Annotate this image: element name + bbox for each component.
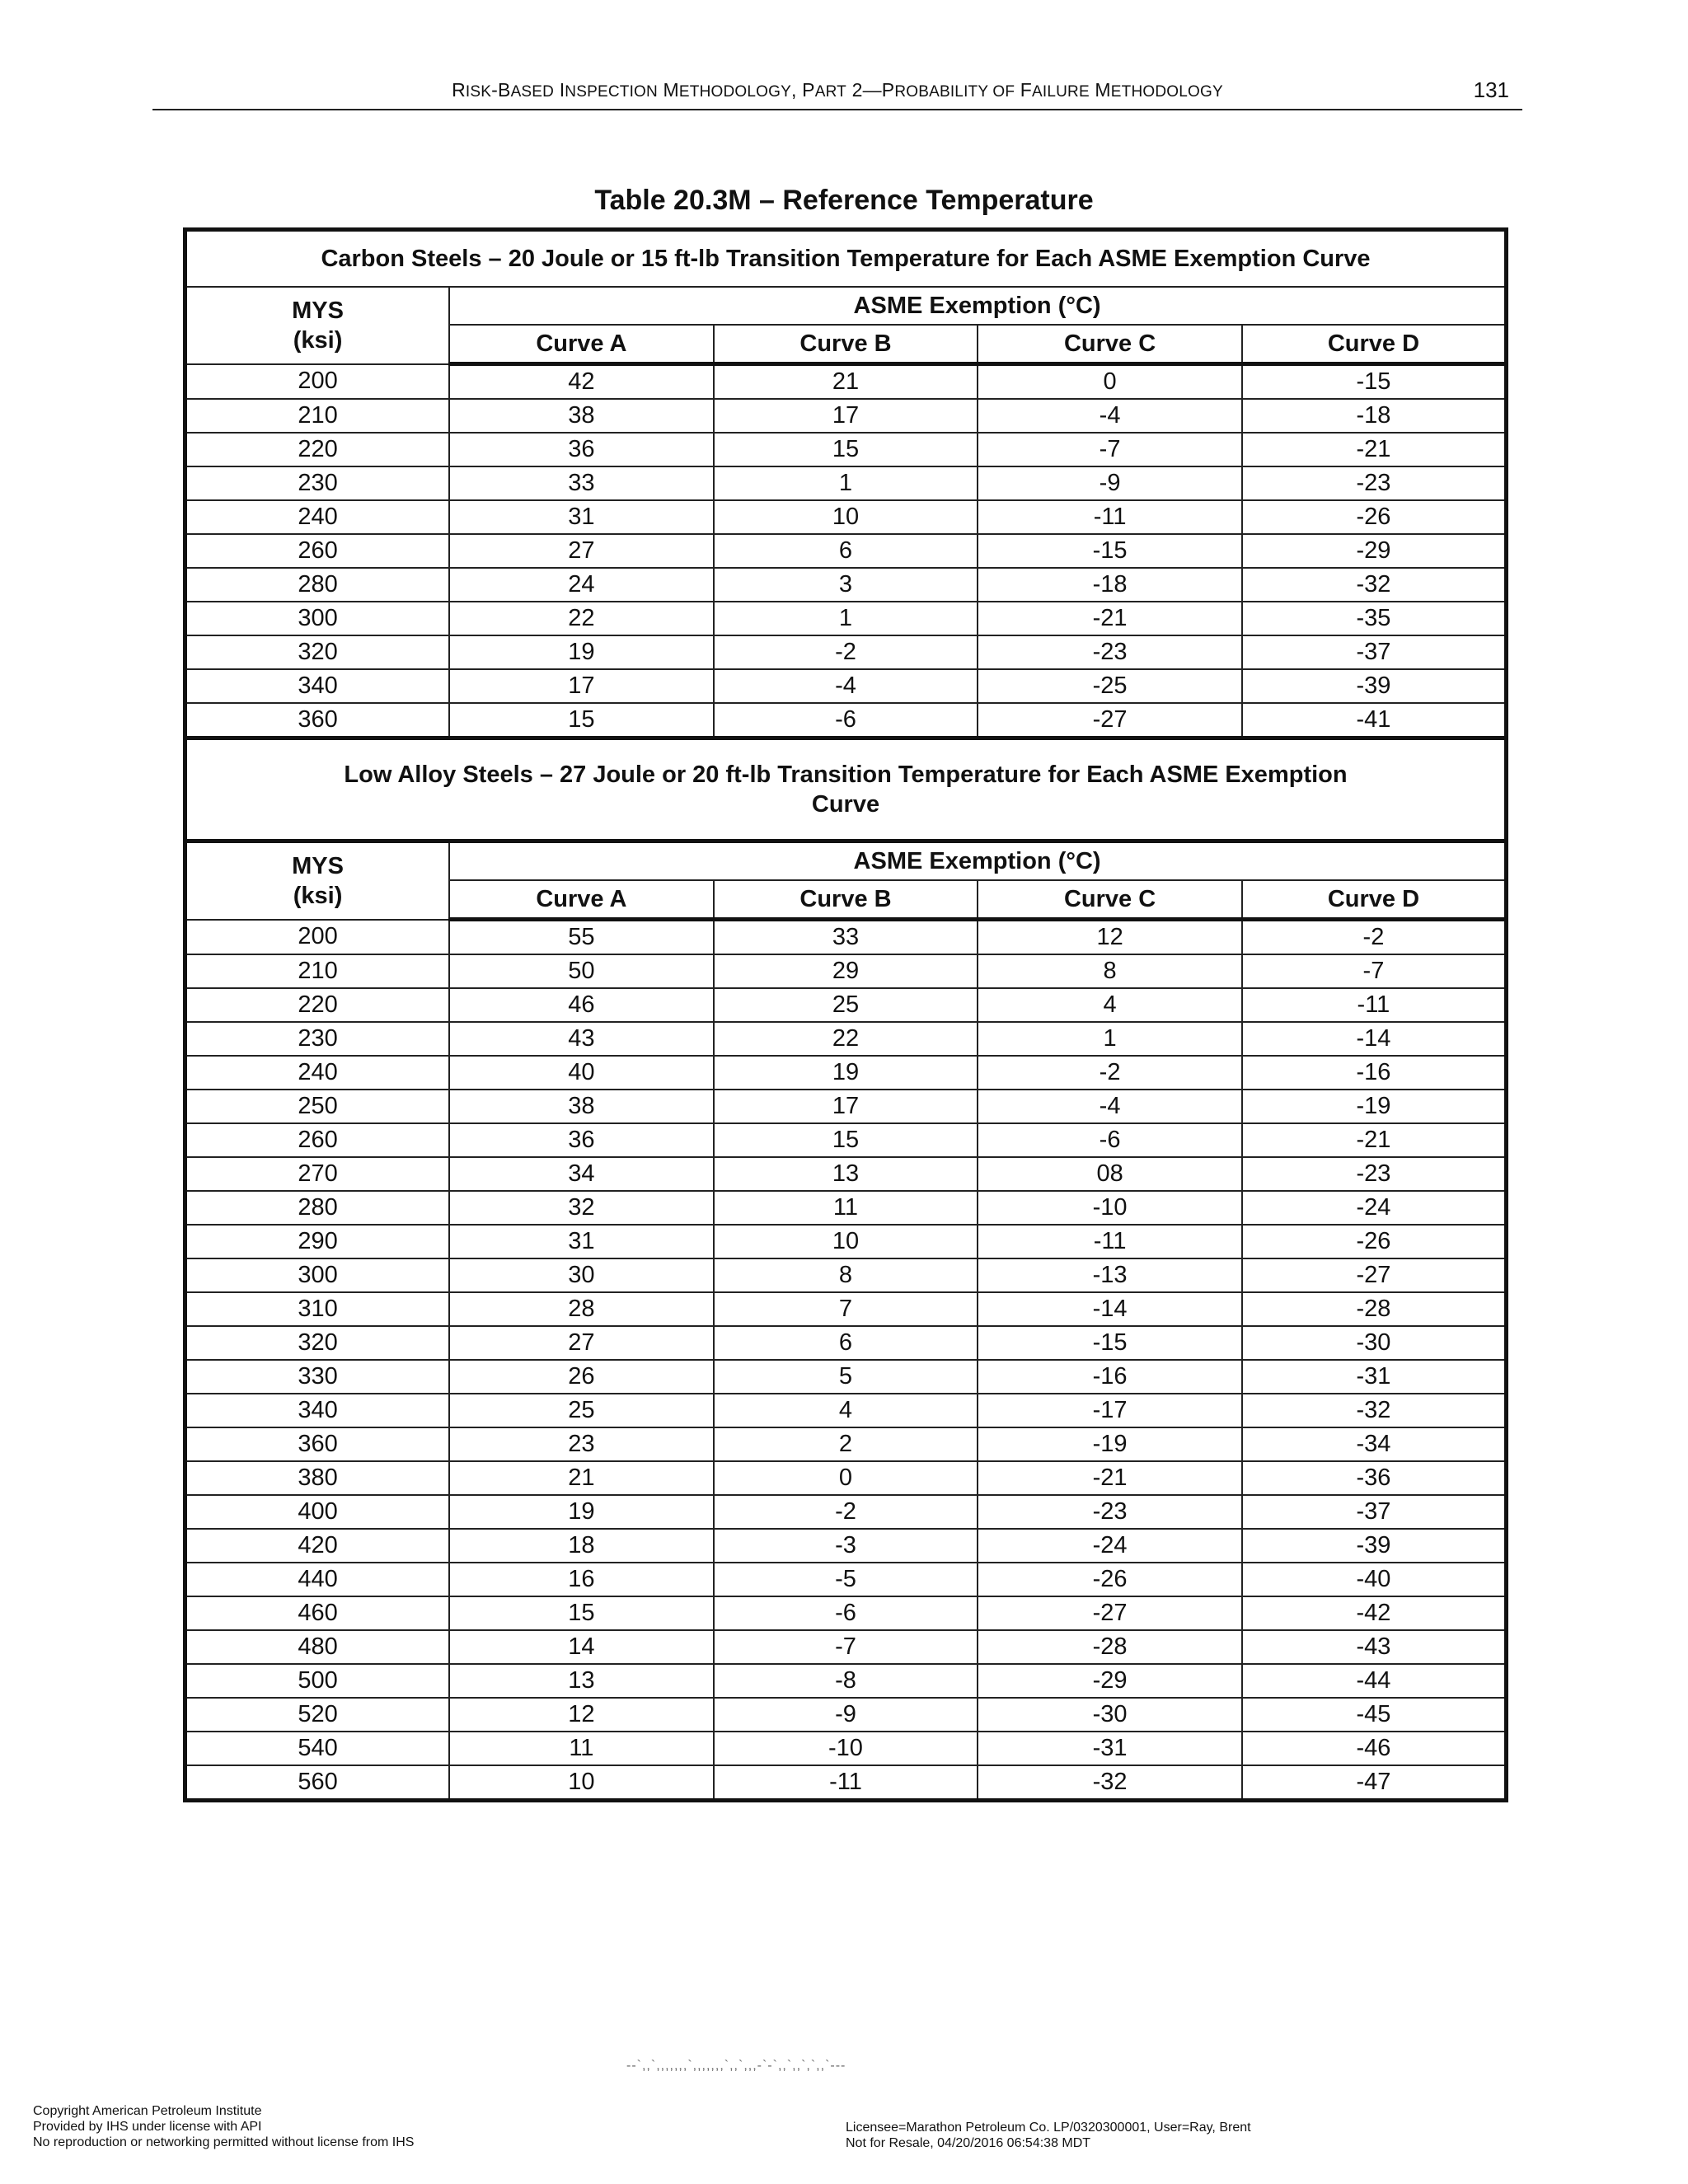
curve-b-cell: 8 — [714, 1258, 978, 1292]
table-row — [185, 568, 1507, 602]
curve-d-cell: -40 — [1242, 1563, 1507, 1596]
curve-a-cell: 14 — [449, 1630, 714, 1664]
curve-c-cell: -30 — [978, 1698, 1242, 1732]
curve-d-cell: -37 — [1242, 1495, 1507, 1529]
curve-a-cell: 13 — [449, 1664, 714, 1698]
curve-c-cell: -15 — [978, 1326, 1242, 1360]
mys-cell: 340 — [185, 1394, 450, 1427]
curve-a-cell: 21 — [449, 1461, 714, 1495]
mys-cell: 560 — [185, 1765, 450, 1801]
curve-d-cell: -41 — [1242, 703, 1507, 738]
curve-b-cell: -7 — [714, 1630, 978, 1664]
curve-d-header: Curve D — [1242, 880, 1507, 920]
curve-b-cell: -11 — [714, 1765, 978, 1801]
table-row — [185, 1191, 1507, 1225]
table-row — [185, 703, 1507, 738]
curve-b-cell: -2 — [714, 1495, 978, 1529]
curve-d-header: Curve D — [1242, 325, 1507, 364]
table-row — [185, 954, 1507, 988]
mys-cell: 460 — [185, 1596, 450, 1630]
curve-c-cell: -31 — [978, 1732, 1242, 1765]
curve-c-cell: -14 — [978, 1292, 1242, 1326]
table-row — [185, 1022, 1507, 1056]
curve-a-cell: 22 — [449, 602, 714, 635]
asme-exemption-header: ASME Exemption (°C) — [449, 841, 1506, 881]
curve-b-cell: -4 — [714, 669, 978, 703]
curve-c-header: Curve C — [978, 880, 1242, 920]
curve-b-header: Curve B — [714, 880, 978, 920]
mys-cell: 210 — [185, 954, 450, 988]
mys-cell: 280 — [185, 568, 450, 602]
curve-a-header: Curve A — [449, 880, 714, 920]
curve-a-cell: 33 — [449, 466, 714, 500]
mys-cell: 280 — [185, 1191, 450, 1225]
curve-d-cell: -39 — [1242, 669, 1507, 703]
table-row — [185, 500, 1507, 534]
curve-d-cell: -27 — [1242, 1258, 1507, 1292]
mys-cell: 420 — [185, 1529, 450, 1563]
curve-c-cell: -17 — [978, 1394, 1242, 1427]
table-row — [185, 1394, 1507, 1427]
curve-a-cell: 27 — [449, 1326, 714, 1360]
curve-d-cell: -16 — [1242, 1056, 1507, 1090]
table-row — [185, 1090, 1507, 1123]
curve-b-cell: 13 — [714, 1157, 978, 1191]
curve-a-cell: 26 — [449, 1360, 714, 1394]
mys-cell: 260 — [185, 534, 450, 568]
curve-a-cell: 50 — [449, 954, 714, 988]
curve-c-cell: -27 — [978, 703, 1242, 738]
table-row — [185, 466, 1507, 500]
curve-c-cell: -4 — [978, 1090, 1242, 1123]
running-title: RISK-BASED INSPECTION METHODOLOGY, PART 2—PROBABILITY OF FAILURE METHODOLOGY — [452, 79, 1223, 101]
curve-d-cell: -21 — [1242, 1123, 1507, 1157]
mys-cell: 380 — [185, 1461, 450, 1495]
curve-a-cell: 32 — [449, 1191, 714, 1225]
curve-b-cell: -2 — [714, 635, 978, 669]
curve-b-cell: 15 — [714, 433, 978, 466]
curve-a-cell: 10 — [449, 1765, 714, 1801]
table-row — [185, 1732, 1507, 1765]
curve-d-cell: -46 — [1242, 1732, 1507, 1765]
curve-c-cell: -28 — [978, 1630, 1242, 1664]
table-row — [185, 1157, 1507, 1191]
curve-b-cell: 11 — [714, 1191, 978, 1225]
table-row — [185, 1123, 1507, 1157]
mys-cell: 220 — [185, 988, 450, 1022]
curve-d-cell: -32 — [1242, 568, 1507, 602]
curve-c-header: Curve C — [978, 325, 1242, 364]
table-row — [185, 534, 1507, 568]
mys-cell: 480 — [185, 1630, 450, 1664]
table-row — [185, 1563, 1507, 1596]
curve-a-cell: 25 — [449, 1394, 714, 1427]
curve-c-cell: 12 — [978, 920, 1242, 955]
curve-c-cell: -10 — [978, 1191, 1242, 1225]
mys-cell: 220 — [185, 433, 450, 466]
curve-a-cell: 31 — [449, 1225, 714, 1258]
curve-d-cell: -26 — [1242, 1225, 1507, 1258]
mys-cell: 300 — [185, 1258, 450, 1292]
footer-line: Not for Resale, 04/20/2016 06:54:38 MDT — [846, 2136, 1091, 2150]
curve-a-cell: 55 — [449, 920, 714, 955]
table-row — [185, 1664, 1507, 1698]
footer-line: Copyright American Petroleum Institute — [33, 2104, 262, 2118]
mys-ksi-header: MYS (ksi) — [185, 287, 450, 364]
curve-a-cell: 15 — [449, 703, 714, 738]
curve-c-cell: -7 — [978, 433, 1242, 466]
curve-c-cell: -24 — [978, 1529, 1242, 1563]
curve-c-cell: 8 — [978, 954, 1242, 988]
curve-b-header: Curve B — [714, 325, 978, 364]
curve-b-cell: 0 — [714, 1461, 978, 1495]
curve-d-cell: -21 — [1242, 433, 1507, 466]
table-row — [185, 920, 1507, 955]
curve-b-cell: 17 — [714, 1090, 978, 1123]
carbon-steels-section — [185, 230, 1507, 738]
mys-cell: 500 — [185, 1664, 450, 1698]
curve-a-cell: 12 — [449, 1698, 714, 1732]
curve-b-cell: 29 — [714, 954, 978, 988]
curve-b-cell: 15 — [714, 1123, 978, 1157]
mys-cell: 360 — [185, 703, 450, 738]
table-row — [185, 1596, 1507, 1630]
curve-b-cell: -5 — [714, 1563, 978, 1596]
curve-d-cell: -23 — [1242, 1157, 1507, 1191]
curve-a-cell: 46 — [449, 988, 714, 1022]
footer-copyright — [33, 2103, 414, 2150]
mys-cell: 400 — [185, 1495, 450, 1529]
table-row — [185, 988, 1507, 1022]
curve-d-cell: -43 — [1242, 1630, 1507, 1664]
curve-d-cell: -7 — [1242, 954, 1507, 988]
curve-c-cell: -26 — [978, 1563, 1242, 1596]
mys-cell: 240 — [185, 1056, 450, 1090]
table-row — [185, 1427, 1507, 1461]
curve-a-cell: 38 — [449, 1090, 714, 1123]
curve-a-cell: 36 — [449, 1123, 714, 1157]
curve-a-cell: 27 — [449, 534, 714, 568]
page-number: 131 — [1473, 77, 1509, 102]
table-row — [185, 1765, 1507, 1801]
curve-d-cell: -32 — [1242, 1394, 1507, 1427]
curve-b-cell: 19 — [714, 1056, 978, 1090]
curve-c-cell: -6 — [978, 1123, 1242, 1157]
curve-a-cell: 34 — [449, 1157, 714, 1191]
curve-d-cell: -29 — [1242, 534, 1507, 568]
footer-line: Licensee=Marathon Petroleum Co. LP/0320300001, User=Ray, Brent — [846, 2121, 1251, 2135]
curve-b-cell: 21 — [714, 364, 978, 400]
curve-b-cell: 1 — [714, 602, 978, 635]
curve-b-cell: -6 — [714, 1596, 978, 1630]
mys-cell: 230 — [185, 1022, 450, 1056]
mys-cell: 310 — [185, 1292, 450, 1326]
curve-a-cell: 36 — [449, 433, 714, 466]
curve-d-cell: -37 — [1242, 635, 1507, 669]
curve-a-cell: 18 — [449, 1529, 714, 1563]
table-row — [185, 399, 1507, 433]
mys-cell: 300 — [185, 602, 450, 635]
curve-b-cell: 2 — [714, 1427, 978, 1461]
curve-c-cell: -23 — [978, 635, 1242, 669]
table-row — [185, 1326, 1507, 1360]
curve-a-cell: 11 — [449, 1732, 714, 1765]
curve-d-cell: -31 — [1242, 1360, 1507, 1394]
mys-cell: 250 — [185, 1090, 450, 1123]
curve-b-cell: -9 — [714, 1698, 978, 1732]
mys-cell: 270 — [185, 1157, 450, 1191]
curve-d-cell: -26 — [1242, 500, 1507, 534]
curve-b-cell: -8 — [714, 1664, 978, 1698]
mys-cell: 360 — [185, 1427, 450, 1461]
curve-d-cell: -11 — [1242, 988, 1507, 1022]
curve-d-cell: -24 — [1242, 1191, 1507, 1225]
curve-a-cell: 42 — [449, 364, 714, 400]
table-title: Table 20.3M – Reference Temperature — [594, 185, 1094, 216]
table-row — [185, 1495, 1507, 1529]
curve-d-cell: -45 — [1242, 1698, 1507, 1732]
curve-a-cell: 17 — [449, 669, 714, 703]
curve-d-cell: -34 — [1242, 1427, 1507, 1461]
curve-a-cell: 38 — [449, 399, 714, 433]
curve-d-cell: -19 — [1242, 1090, 1507, 1123]
curve-b-cell: 25 — [714, 988, 978, 1022]
curve-b-cell: 1 — [714, 466, 978, 500]
mys-ksi-header: MYS (ksi) — [185, 841, 450, 920]
curve-c-cell: -15 — [978, 534, 1242, 568]
curve-b-cell: -3 — [714, 1529, 978, 1563]
curve-d-cell: -2 — [1242, 920, 1507, 955]
curve-b-cell: 22 — [714, 1022, 978, 1056]
mys-cell: 260 — [185, 1123, 450, 1157]
curve-c-cell: -32 — [978, 1765, 1242, 1801]
curve-a-cell: 15 — [449, 1596, 714, 1630]
mys-cell: 340 — [185, 669, 450, 703]
reference-temperature-table — [183, 227, 1508, 1802]
curve-a-cell: 40 — [449, 1056, 714, 1090]
mys-cell: 210 — [185, 399, 450, 433]
table-row — [185, 1292, 1507, 1326]
mys-cell: 520 — [185, 1698, 450, 1732]
curve-a-cell: 19 — [449, 635, 714, 669]
mys-cell: 320 — [185, 635, 450, 669]
section-heading-carbon-steels: Carbon Steels – 20 Joule or 15 ft-lb Transition Temperature for Each ASME Exemption Curve — [185, 230, 1507, 288]
curve-d-cell: -23 — [1242, 466, 1507, 500]
low-alloy-steels-section — [185, 738, 1507, 1801]
curve-a-cell: 31 — [449, 500, 714, 534]
mys-cell: 330 — [185, 1360, 450, 1394]
mys-cell: 290 — [185, 1225, 450, 1258]
curve-a-cell: 24 — [449, 568, 714, 602]
curve-c-cell: -21 — [978, 602, 1242, 635]
curve-b-cell: 10 — [714, 500, 978, 534]
curve-a-cell: 19 — [449, 1495, 714, 1529]
table-row — [185, 1630, 1507, 1664]
curve-b-cell: 10 — [714, 1225, 978, 1258]
curve-b-cell: 33 — [714, 920, 978, 955]
footer-license — [846, 2120, 1251, 2151]
curve-c-cell: -2 — [978, 1056, 1242, 1090]
table-row — [185, 1461, 1507, 1495]
curve-b-cell: 6 — [714, 1326, 978, 1360]
curve-a-cell: 30 — [449, 1258, 714, 1292]
curve-d-cell: -14 — [1242, 1022, 1507, 1056]
curve-b-cell: 17 — [714, 399, 978, 433]
curve-b-cell: 6 — [714, 534, 978, 568]
table-row — [185, 1056, 1507, 1090]
curve-b-cell: -10 — [714, 1732, 978, 1765]
section-heading-low-alloy-steels: Low Alloy Steels – 27 Joule or 20 ft-lb Transition Temperature for Each ASME Exemption Curve — [185, 738, 1507, 841]
curve-c-cell: -4 — [978, 399, 1242, 433]
curve-a-cell: 16 — [449, 1563, 714, 1596]
curve-c-cell: -18 — [978, 568, 1242, 602]
curve-a-cell: 23 — [449, 1427, 714, 1461]
curve-c-cell: -11 — [978, 500, 1242, 534]
scan-artifact-text: --`,,`,,,,,,,`,,,,,,,`,,`,,,-`-`,,`,,`,`,,`--- — [626, 2059, 846, 2073]
footer-line: No reproduction or networking permitted without license from IHS — [33, 2135, 415, 2149]
curve-d-cell: -44 — [1242, 1664, 1507, 1698]
table-row — [185, 1258, 1507, 1292]
curve-d-cell: -36 — [1242, 1461, 1507, 1495]
curve-c-cell: -29 — [978, 1664, 1242, 1698]
curve-c-cell: -11 — [978, 1225, 1242, 1258]
curve-d-cell: -15 — [1242, 364, 1507, 400]
mys-cell: 200 — [185, 364, 450, 400]
curve-d-cell: -28 — [1242, 1292, 1507, 1326]
curve-d-cell: -39 — [1242, 1529, 1507, 1563]
mys-cell: 230 — [185, 466, 450, 500]
curve-d-cell: -30 — [1242, 1326, 1507, 1360]
mys-cell: 240 — [185, 500, 450, 534]
table-row — [185, 433, 1507, 466]
curve-d-cell: -35 — [1242, 602, 1507, 635]
curve-c-cell: -16 — [978, 1360, 1242, 1394]
running-header — [152, 76, 1522, 110]
table-row — [185, 602, 1507, 635]
mys-cell: 440 — [185, 1563, 450, 1596]
table-row — [185, 1529, 1507, 1563]
curve-c-cell: -21 — [978, 1461, 1242, 1495]
curve-a-cell: 28 — [449, 1292, 714, 1326]
curve-c-cell: -27 — [978, 1596, 1242, 1630]
curve-c-cell: 1 — [978, 1022, 1242, 1056]
curve-a-header: Curve A — [449, 325, 714, 364]
footer-line: Provided by IHS under license with API — [33, 2120, 262, 2134]
curve-c-cell: -25 — [978, 669, 1242, 703]
table-row — [185, 364, 1507, 400]
curve-c-cell: 0 — [978, 364, 1242, 400]
table-row — [185, 635, 1507, 669]
curve-b-cell: 5 — [714, 1360, 978, 1394]
mys-cell: 540 — [185, 1732, 450, 1765]
curve-b-cell: -6 — [714, 703, 978, 738]
curve-b-cell: 3 — [714, 568, 978, 602]
table-row — [185, 1225, 1507, 1258]
mys-cell: 200 — [185, 920, 450, 955]
asme-exemption-header: ASME Exemption (°C) — [449, 287, 1506, 325]
curve-c-cell: -23 — [978, 1495, 1242, 1529]
curve-d-cell: -42 — [1242, 1596, 1507, 1630]
table-row — [185, 1360, 1507, 1394]
table-row — [185, 1698, 1507, 1732]
table-row — [185, 669, 1507, 703]
curve-c-cell: 4 — [978, 988, 1242, 1022]
curve-c-cell: -9 — [978, 466, 1242, 500]
curve-c-cell: 08 — [978, 1157, 1242, 1191]
curve-b-cell: 4 — [714, 1394, 978, 1427]
curve-a-cell: 43 — [449, 1022, 714, 1056]
curve-c-cell: -13 — [978, 1258, 1242, 1292]
curve-c-cell: -19 — [978, 1427, 1242, 1461]
curve-d-cell: -47 — [1242, 1765, 1507, 1801]
mys-cell: 320 — [185, 1326, 450, 1360]
curve-b-cell: 7 — [714, 1292, 978, 1326]
curve-d-cell: -18 — [1242, 399, 1507, 433]
